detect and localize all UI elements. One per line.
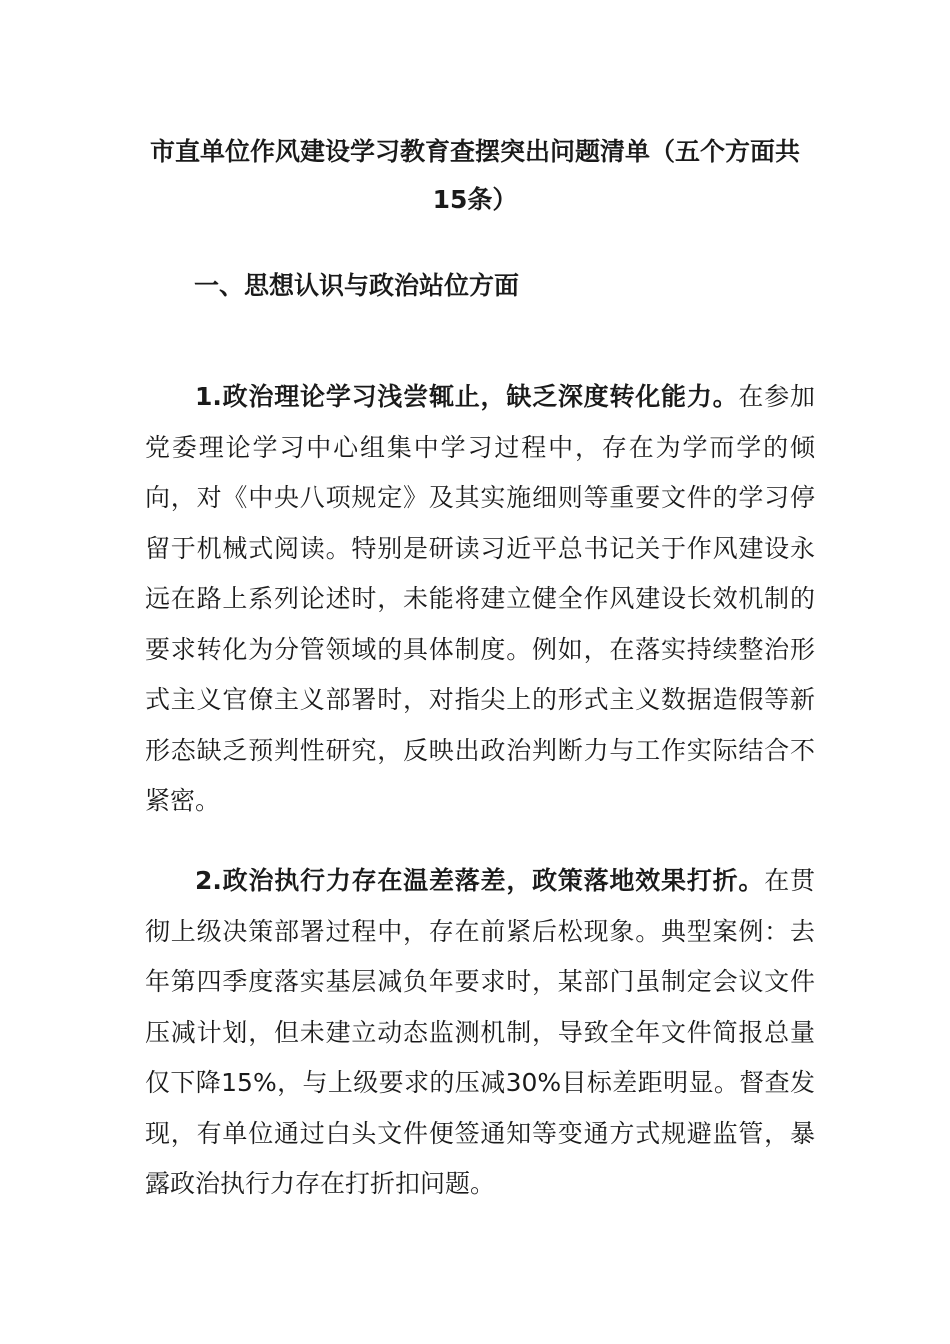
paragraph-2-body: 在贯彻上级决策部署过程中，存在前紧后松现象。典型案例：去年第四季度落实基层减负年要求时，某部门虽制定会议文件压减计划，但未建立动态监测机制，导致全年文件简报总量仅下降15%，与上级要求的压减30%目标差距明显。督查发现，有单位通过白头文件便签通知等变通方式规避监管，暴露政治执行力存在打折扣问题。 — [145, 866, 815, 1198]
paragraph-1-lead: 1.政治理论学习浅尝辄止，缺乏深度转化能力。 — [195, 382, 739, 411]
paragraph-1 — [145, 372, 815, 827]
section-heading: 一、思想认识与政治站位方面 — [194, 271, 520, 300]
paragraph-1-body: 在参加党委理论学习中心组集中学习过程中，存在为学而学的倾向，对《中央八项规定》及其实施细则等重要文件的学习停留于机械式阅读。特别是研读习近平总书记关于作风建设永远在路上系列论述时，未能将建立健全作风建设长效机制的要求转化为分管领域的具体制度。例如，在落实持续整治形式主义官僚主义部署时，对指尖上的形式主义数据造假等新形态缺乏预判性研究，反映出政治判断力与工作实际结合不紧密。 — [145, 382, 815, 815]
paragraph-2 — [145, 856, 815, 1210]
document-title: 市直单位作风建设学习教育查摆突出问题清单（五个方面共15条） — [149, 137, 800, 214]
paragraph-2-lead: 2.政治执行力存在温差落差，政策落地效果打折。 — [195, 866, 765, 895]
